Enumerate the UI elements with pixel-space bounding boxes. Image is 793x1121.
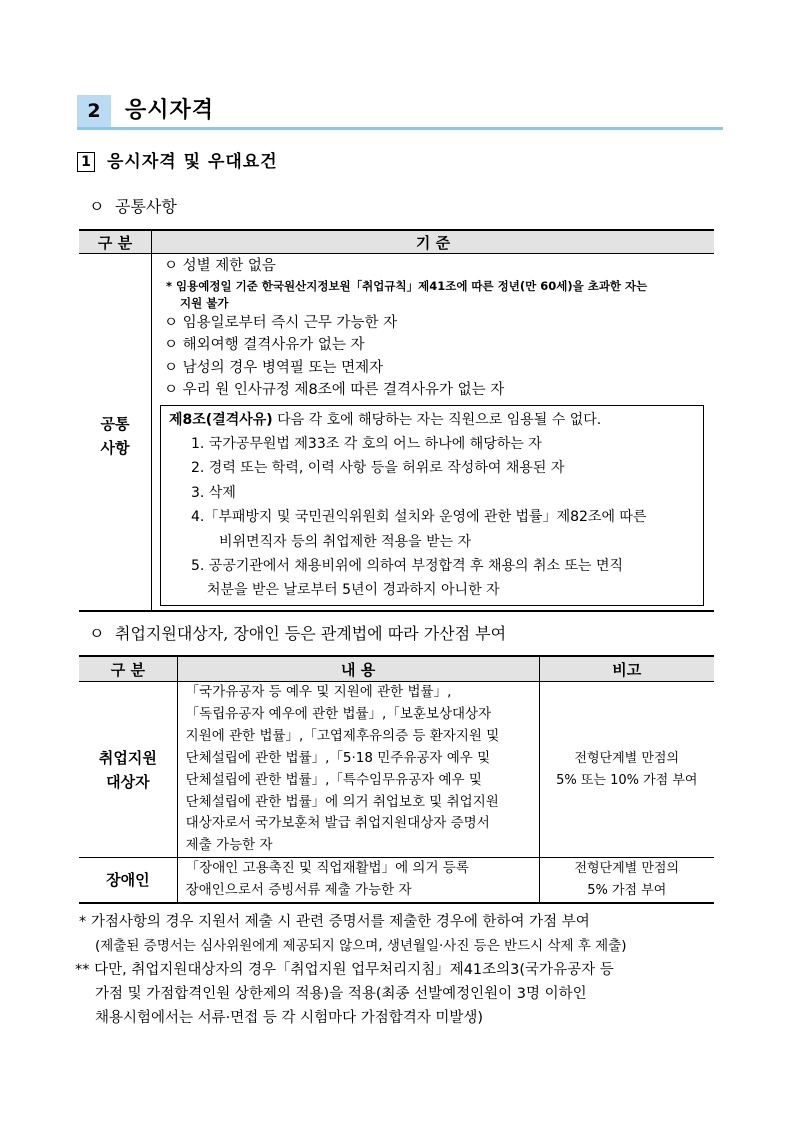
table2-row1-content-line: 단체설립에 관한 법률」에 의거 취업보호 및 취업지원 [185,793,499,810]
table1-row-label-2: 사항 [100,438,130,457]
footnote-1: * 가점사항의 경우 지원서 제출 시 관련 증명서를 제출한 경우에 한하여 가점 부여 [79,914,590,930]
bullet-marker: ㅇ [89,624,105,643]
criteria-item: ㅇ 해외여행 결격사유가 없는 자 [164,337,365,353]
table2-row1-label-2: 대상자 [106,772,150,791]
table1-criteria-cell [152,254,715,611]
regulation-line: 3. 삭제 [191,484,236,501]
table2-row2-content-line: 「장애인 고용촉진 및 직업재활법」에 의거 등록 [185,860,469,877]
regulation-line: 처분을 받은 날로부터 5년이 경과하지 아니한 자 [207,582,500,599]
regulation-line: 2. 경력 또는 학력, 이력 사항 등을 허위로 작성하여 채용된 자 [191,460,565,477]
subsection-title: 응시자격 및 우대요건 [107,152,278,172]
criteria-item: ㅇ 남성의 경우 병역필 또는 면제자 [164,359,384,376]
table2-row1-content-line: 「독립유공자 예우에 관한 법률」,「보훈보상대상자 [185,705,492,722]
table2-row1-content-line: 「국가유공자 등 예우 및 지원에 관한 법률」, [185,684,452,700]
section-header [77,95,723,129]
regulation-line: 4.「부패방지 및 국민권익위원회 설치와 운영에 관한 법률」제82조에 따른 [191,509,647,526]
common-requirements-table [79,229,714,612]
table2-row1-content-line: 제출 가능한 자 [185,837,273,854]
criteria-note-line1: * 임용예정일 기준 한국원산지정보원「취업규칙」제41조에 따른 정년(만 60세)을 초과한 자는 [166,278,648,293]
table2-row1-content-line: 단체설립에 관한 법률」,「5·18 민주유공자 예우 및 [185,749,491,766]
footnote-2-cont: 채용시험에서는 서류·면접 등 각 시험마다 가점합격자 미발생) [95,1010,484,1026]
table2-row2-remark-1: 전형단계별 만점의 [574,861,680,877]
criteria-item: ㅇ 성별 제한 없음 [164,258,276,274]
section-underline [77,127,723,130]
table2-row2-content-cell [177,858,539,903]
table2-row1-remark-cell [539,682,714,858]
section-number: 2 [77,95,111,127]
table2-header-content: 내 용 [177,656,539,682]
table1-row-label-cell [79,254,152,611]
section-title: 응시자격 [125,98,215,123]
table2-row2-label-cell [79,858,177,903]
regulation-box [160,405,704,606]
bonus-points-table [79,655,714,904]
criteria-item: ㅇ 임용일로부터 즉시 근무 가능한 자 [164,314,398,331]
table2-row1-content-cell [177,682,539,858]
table2-header-category: 구 분 [79,656,177,682]
table1-row-label-1: 공통 [100,414,130,433]
table2-row2-remark-2: 5% 가점 부여 [587,883,667,899]
bullet-marker: ㅇ [89,197,105,216]
table2-row2-remark-cell [539,858,714,903]
table2-row1-content-line: 지원에 관한 법률」,「고엽제후유의증 등 환자지원 및 [185,727,500,744]
table2-row2-label: 장애인 [106,871,150,890]
table2-row1-label-cell [79,682,177,858]
table2-row2-content-line: 장애인으로서 증빙서류 제출 가능한 자 [185,882,412,899]
criteria-item: ㅇ 우리 원 인사규정 제8조에 따른 결격사유가 없는 자 [164,382,505,398]
table1-header-criteria: 기 준 [152,230,715,254]
regulation-intro: 다음 각 호에 해당하는 자는 직원으로 임용될 수 없다. [272,411,602,428]
table1-header-category: 구 분 [79,230,152,254]
bullet-common [89,194,177,217]
table2-row1-content-line: 대상자로서 국가보훈처 발급 취업지원대상자 증명서 [185,815,490,832]
bullet-bonus-text: 취업지원대상자, 장애인 등은 관계법에 따라 가산점 부여 [115,624,507,643]
table2-row1-remark-1: 전형단계별 만점의 [574,750,680,766]
footnote-2: ** 다만, 취업지원대상자의 경우「취업지원 업무처리지침」제41조의3(국가유공자 등 [75,962,614,978]
regulation-title: 제8조(결격사유) [169,411,273,428]
subsection-number: 1 [77,152,95,172]
regulation-line: 1. 국가공무원법 제33조 각 호의 어느 하나에 해당하는 자 [191,435,542,452]
table2-row1-remark-2: 5% 또는 10% 가점 부여 [556,772,698,788]
footnote-1-cont: (제출된 증명서는 심사위원에게 제공되지 않으며, 생년월일·사진 등은 반드시 삭제 후 제출) [95,938,627,954]
table2-row1-content-line: 단체설립에 관한 법률」,「특수임무유공자 예우 및 [185,771,482,788]
table2-header-remark: 비고 [539,656,714,682]
footnote-2-cont: 가점 및 가점합격인원 상한제의 적용)을 적용(최종 선발예정인원이 3명 이하인 [95,986,587,1002]
regulation-line: 비위면직자 등의 취업제한 적용을 받는 자 [219,533,472,550]
criteria-note-line2: 지원 불가 [180,295,229,310]
bullet-bonus [89,621,506,644]
regulation-line: 5. 공공기관에서 채용비위에 의하여 부정합격 후 채용의 취소 또는 면직 [191,557,624,574]
bullet-common-text: 공통사항 [115,197,177,216]
table2-row1-label-1: 취업지원 [98,748,157,767]
